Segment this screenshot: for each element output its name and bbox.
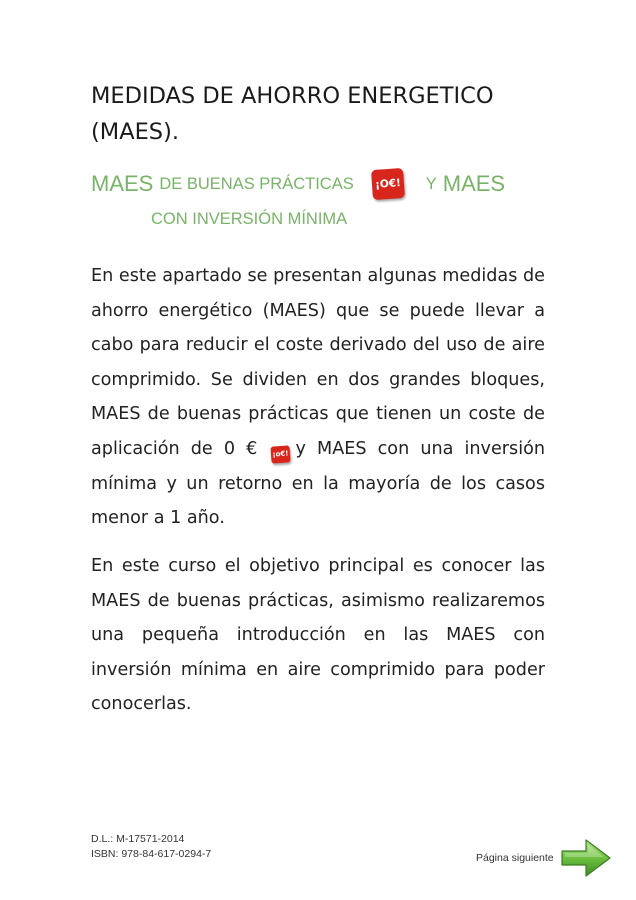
ioe-logo-small-icon: ¡o€!: [270, 445, 290, 463]
legal-deposit: D.L.: M-17571-2014: [91, 833, 185, 845]
subtitle-maes-2: MAES: [442, 171, 506, 196]
next-page-link[interactable]: Página siguiente: [476, 852, 554, 864]
paragraph-1-text-after: y MAES con una inversión mínima y un retorno en la mayoría de los casos menor a 1 año.: [91, 438, 546, 529]
arrow-right-icon[interactable]: [560, 836, 612, 880]
paragraph-1-text-before: En este apartado se presentan algunas medidas de ahorro energético (MAES) que se puede llevar a cabo para reducir el coste derivado del uso de aire comprimido. Se dividen en dos grandes bloques, MAES de buenas prácticas que tienen un coste de aplicación de 0 €: [91, 266, 545, 459]
subtitle-y: Y: [425, 174, 437, 193]
subtitle-line-1: [91, 166, 546, 202]
subtitle-maes-1: MAES: [91, 171, 154, 196]
paragraph-2: En este curso el objetivo principal es conocer las MAES de buenas prácticas, asimismo realizaremos una pequeña introducción en las MAES con inversión mínima en aire comprimido para poder conocerlas.: [91, 556, 545, 715]
page-title: MEDIDAS DE AHORRO ENERGETICO (MAES).: [91, 83, 494, 145]
isbn: ISBN: 978-84-617-0294-7: [91, 848, 212, 860]
section-subtitle: [91, 166, 546, 229]
paragraph-1: [91, 259, 545, 536]
subtitle-buenas-practicas: DE BUENAS PRÁCTICAS: [159, 174, 354, 193]
publication-info: [91, 832, 211, 862]
ioe-logo-icon: ¡O€!: [371, 168, 405, 200]
subtitle-inversion-minima: CON INVERSIÓN MÍNIMA: [151, 210, 348, 228]
